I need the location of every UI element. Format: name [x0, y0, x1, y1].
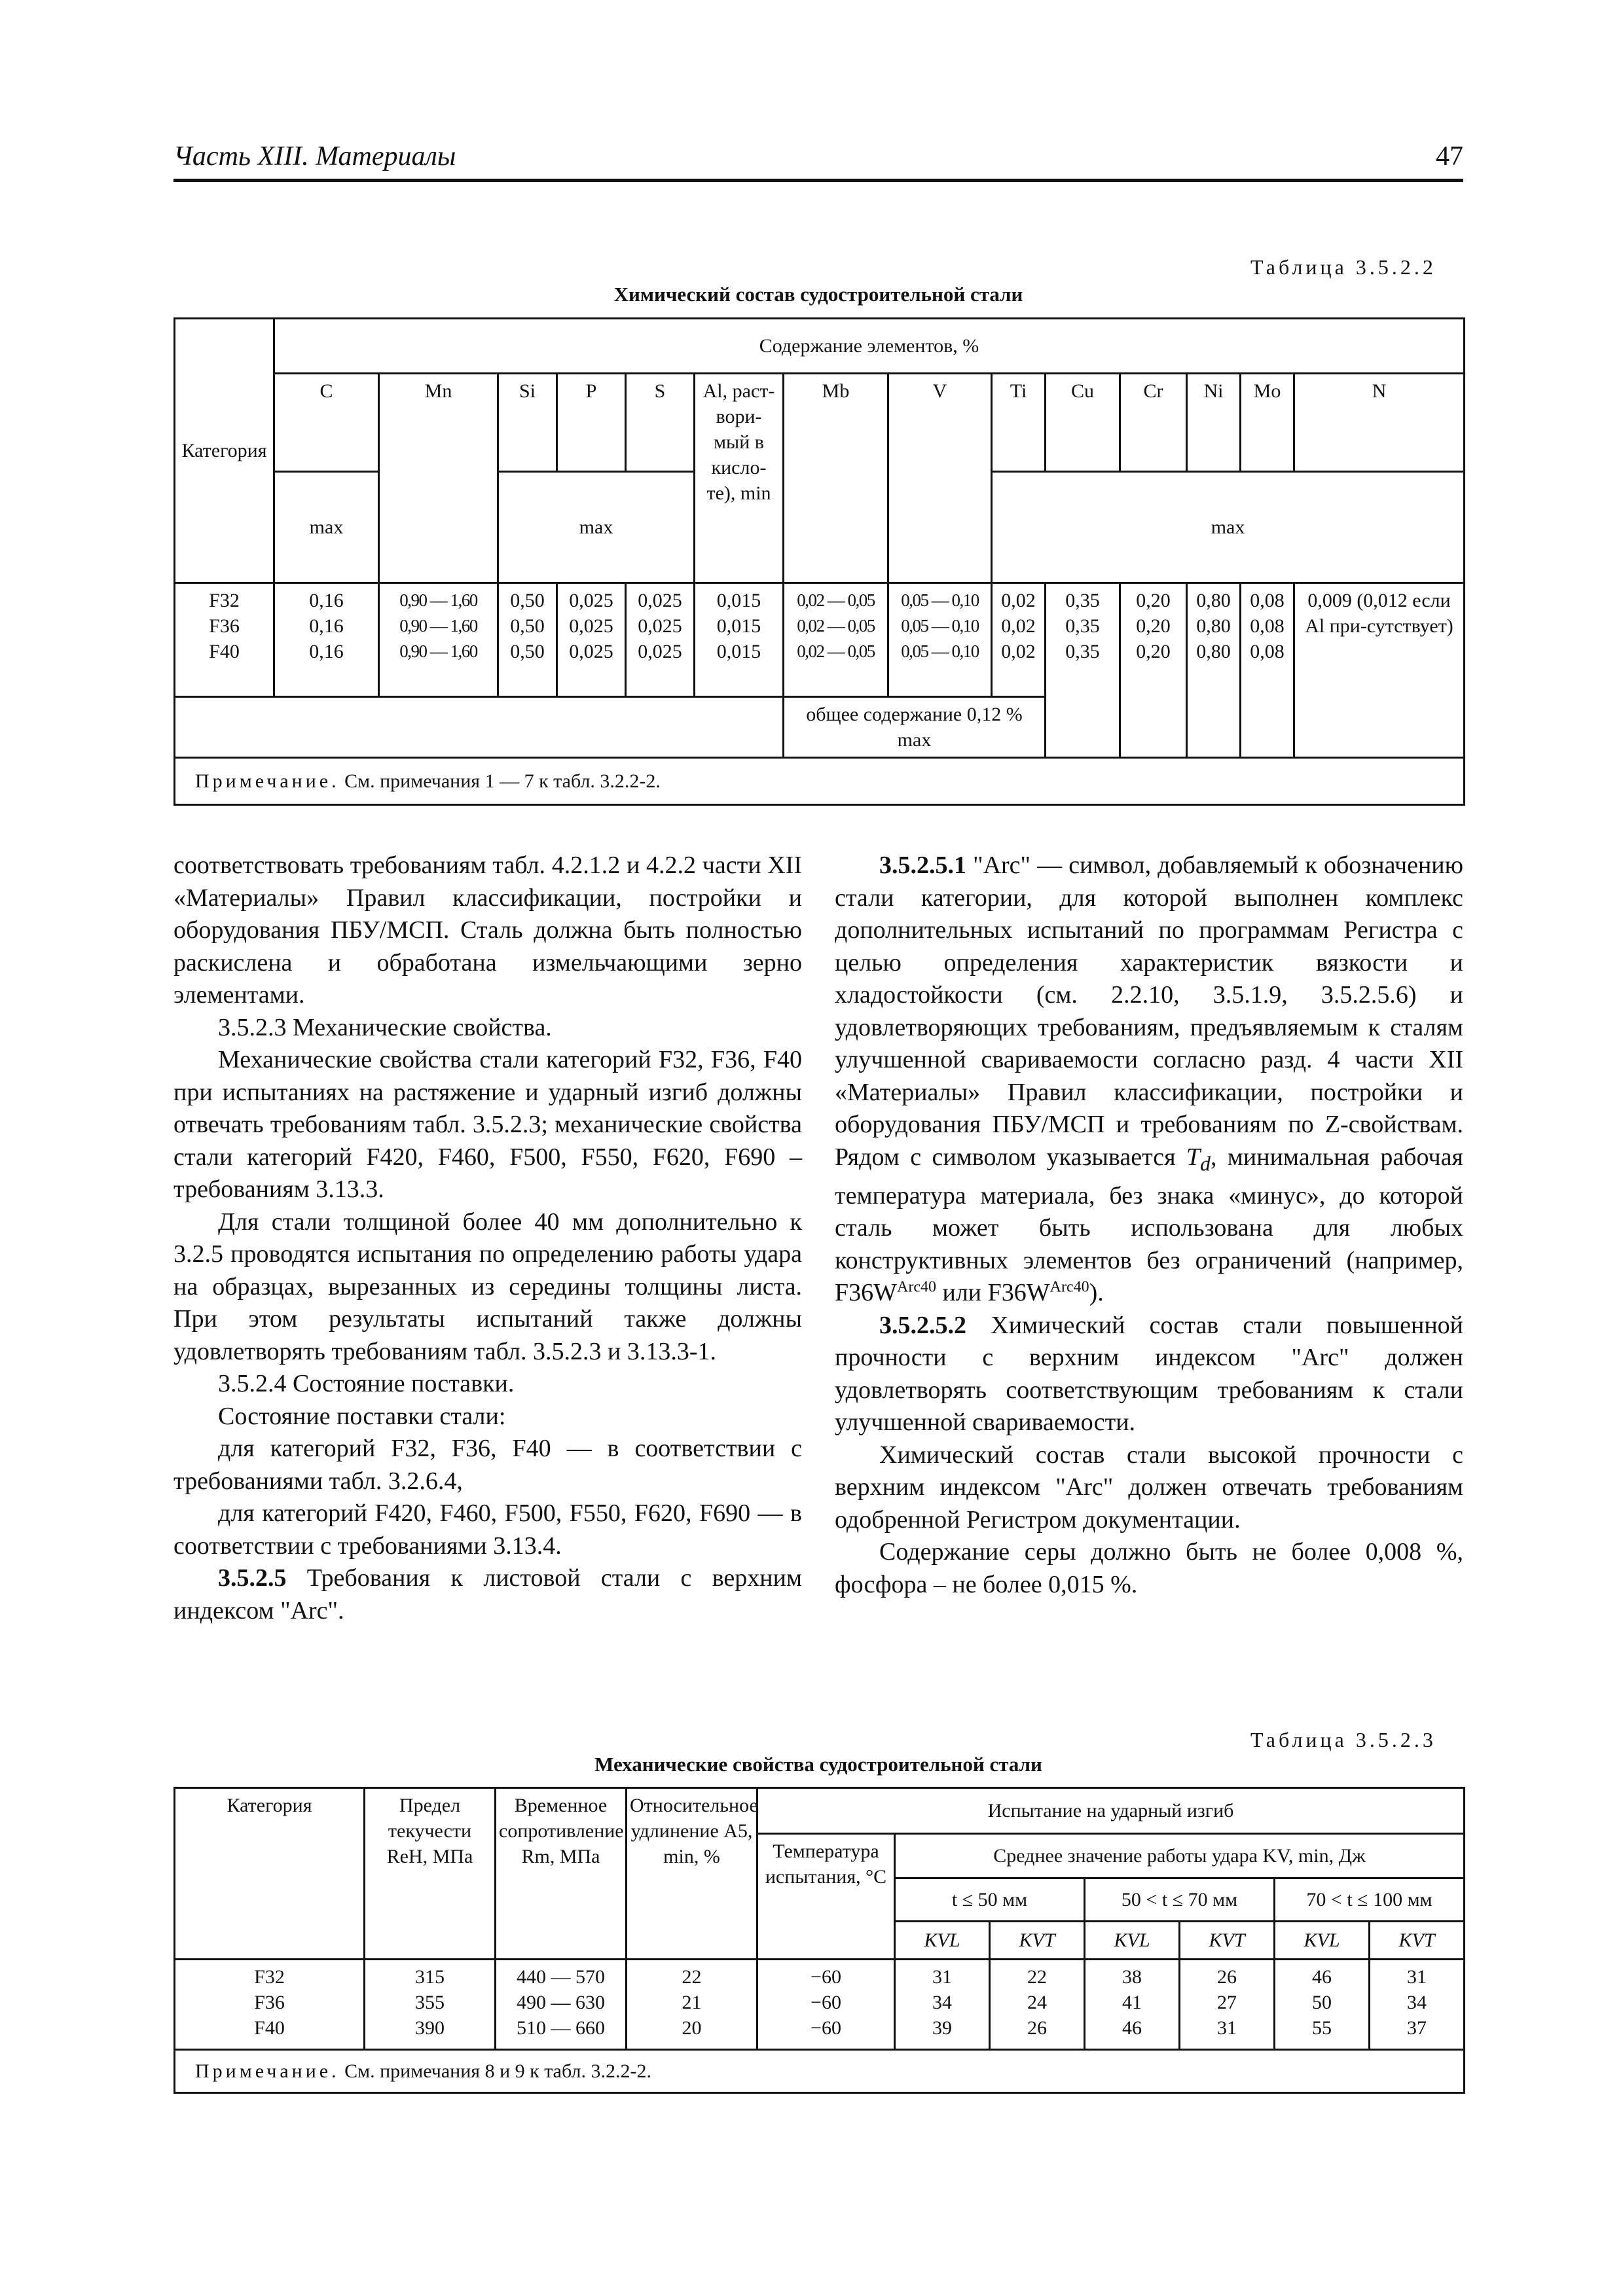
- col-al: Al, раст-вори-мый в кисло-те), min: [695, 374, 784, 583]
- col-mo: Mo: [1241, 374, 1294, 472]
- table1-note: Примечание. См. примечания 1 — 7 к табл. 3.2.2-2.: [175, 758, 1465, 805]
- s-cell: 0,025 0,025 0,025: [626, 583, 695, 697]
- col-mb: Mb: [784, 374, 888, 583]
- t2-range-3: 70 < t ≤ 100 мм: [1275, 1878, 1465, 1922]
- col-mn: Mn: [379, 374, 498, 583]
- lc-p1: соответствовать требованиям табл. 4.2.1.2 и 4.2.2 части XII «Материалы» Правил классификации, постройки и оборудования ПБУ/МСП. Сталь должна быть полностью раскислена и обработана измельчающими зерно элементами.: [173, 852, 802, 1009]
- max-sips: max: [498, 472, 695, 583]
- page-number: 47: [1436, 141, 1463, 171]
- t2-kvt-1: KVT: [990, 1922, 1085, 1960]
- ti-cell: 0,02 0,02 0,02: [992, 583, 1046, 697]
- t2-kv-header: Среднее значение работы удара KV, min, Дж: [895, 1834, 1465, 1878]
- cr-cell: 0,20 0,20 0,20: [1120, 583, 1187, 758]
- t2-range-2: 50 < t ≤ 70 мм: [1085, 1878, 1275, 1922]
- cu-cell: 0,35 0,35 0,35: [1046, 583, 1120, 758]
- table2-note: Примечание. См. примечания 8 и 9 к табл. 3.2.2-2.: [175, 2050, 1465, 2093]
- lc-p9: 3.5.2.5 Требования к листовой стали с верхним индексом "Arc".: [173, 1564, 803, 1624]
- rc-p3: Химический состав стали высокой прочности с верхним индексом "Arc" должен отвечать требованиям одобренной Регистром документации.: [835, 1441, 1463, 1534]
- right-text-column: [835, 850, 1463, 1601]
- t2-cat-cell: F32 F36 F40: [175, 1960, 365, 2050]
- col-s: S: [626, 374, 695, 472]
- content-header: Содержание элементов, %: [274, 319, 1465, 374]
- mo-cell: 0,08 0,08 0,08: [1241, 583, 1294, 758]
- lc-p7: для категорий F32, F36, F40 — в соответствии с требованиями табл. 3.2.6.4,: [173, 1435, 802, 1495]
- col-v: V: [888, 374, 992, 583]
- col-si: Si: [498, 374, 557, 472]
- max-ti-n: max: [992, 472, 1465, 583]
- col-p: P: [557, 374, 626, 472]
- table2-label: Таблица 3.5.2.3: [1250, 1728, 1436, 1751]
- lc-p2: 3.5.2.3 Механические свойства.: [218, 1013, 552, 1041]
- t2-kvt3-cell: 31 34 37: [1370, 1960, 1465, 2050]
- rc-p2: 3.5.2.5.2 Химический состав стали повышенной прочности с верхним индексом "Arc" должен удовлетворять соответствующим требованиям к стали улучшенной свариваемости.: [835, 1311, 1463, 1437]
- t2-yield-header: Предел текучести ReH, МПа: [365, 1788, 496, 1960]
- mechanical-properties-table: [173, 1787, 1465, 2094]
- n-cell: 0,009 (0,012 если Al при-сутствует): [1294, 583, 1465, 758]
- table1-label: Таблица 3.5.2.2: [1250, 255, 1436, 279]
- t2-kvt-3: KVT: [1370, 1922, 1465, 1960]
- table2-caption: Механические свойства судостроительной стали: [594, 1753, 1042, 1776]
- empty-lower-cell: [175, 697, 784, 758]
- t2-kvl2-cell: 38 41 46: [1085, 1960, 1180, 2050]
- lc-p3: Механические свойства стали категорий F32, F36, F40 при испытаниях на растяжение и ударный изгиб должны отвечать требованиям табл. 3.5.2.3; механические свойства стали категорий F420, F460, F500, F550, F620, F690 – требованиям 3.13.3.: [173, 1046, 802, 1203]
- table1-caption: Химический состав судостроительной стали: [613, 283, 1023, 306]
- p-cell: 0,025 0,025 0,025: [557, 583, 626, 697]
- lc-p8: для категорий F420, F460, F500, F550, F620, F690 — в соответствии с требованиями 3.13.4.: [173, 1499, 802, 1560]
- t2-kvl-1: KVL: [895, 1922, 990, 1960]
- col-ni: Ni: [1187, 374, 1241, 472]
- t2-yield-cell: 315 355 390: [365, 1960, 496, 2050]
- t2-elong-header: Относительное удлинение A5, min, %: [627, 1788, 757, 1960]
- category-header: Категория: [175, 319, 274, 583]
- ni-cell: 0,80 0,80 0,80: [1187, 583, 1241, 758]
- cat-cell: F32 F36 F40: [175, 583, 274, 697]
- si-cell: 0,50 0,50 0,50: [498, 583, 557, 697]
- t2-kvt-2: KVT: [1180, 1922, 1275, 1960]
- rc-p4: Содержание серы должно быть не более 0,008 %, фосфора – не более 0,015 %.: [835, 1538, 1463, 1598]
- rc-p1: 3.5.2.5.1 "Arc" — символ, добавляемый к обозначению стали категории, для которой выполнен комплекс дополнительных испытаний по программам Регистра с целью определения характеристик вязкости и хладостойкости (см. 2.2.10, 3.5.1.9, 3.5.2.5.6) и удовлетворяющих требованиям, предъявляемым к сталям улучшенной свариваемости согласно разд. 4 части XII «Материалы» Правил классификации, постройки и оборудования ПБУ/МСП и требованиям по Z-свойствам. Рядом с символом указывается $T_d$, минимальная рабочая температура материала, без знака «минус», до которой сталь может быть использована для любых конструктивных элементов без ограничений (например, $F36W^{Arc40}$ или $F36W^{Arc40}$).: [835, 852, 1464, 1307]
- part-title: Часть XIII. Материалы: [173, 141, 456, 171]
- t2-elong-cell: 22 21 20: [627, 1960, 757, 2050]
- t2-kvl-3: KVL: [1275, 1922, 1370, 1960]
- left-text-column: [173, 850, 802, 1627]
- t2-impact-header: Испытание на ударный изгиб: [757, 1788, 1465, 1834]
- col-cr: Cr: [1120, 374, 1187, 472]
- al-cell: 0,015 0,015 0,015: [695, 583, 784, 697]
- t2-range-1: t ≤ 50 мм: [895, 1878, 1085, 1922]
- header-rule: [173, 179, 1463, 182]
- c-cell: 0,16 0,16 0,16: [274, 583, 379, 697]
- col-ti: Ti: [992, 374, 1046, 472]
- t2-tensile-cell: 440 — 570 490 — 630 510 — 660: [496, 1960, 627, 2050]
- t2-kvl-2: KVL: [1085, 1922, 1180, 1960]
- t2-kvl3-cell: 46 50 55: [1275, 1960, 1370, 2050]
- chemical-composition-table: [173, 317, 1465, 806]
- t2-kvl1-cell: 31 34 39: [895, 1960, 990, 2050]
- mn-cell: 0,90 — 1,60 0,90 — 1,60 0,90 — 1,60: [379, 583, 498, 697]
- total-content-cell: общее содержание 0,12 % max: [784, 697, 1046, 758]
- t2-category-header: Категория: [175, 1788, 365, 1960]
- col-cu: Cu: [1046, 374, 1120, 472]
- mb-cell: 0,02 — 0,05 0,02 — 0,05 0,02 — 0,05: [784, 583, 888, 697]
- page-header: [173, 141, 1463, 180]
- max-c: max: [274, 472, 379, 583]
- v-cell: 0,05 — 0,10 0,05 — 0,10 0,05 — 0,10: [888, 583, 992, 697]
- t2-tensile-header: Временное сопротивление Rm, МПа: [496, 1788, 627, 1960]
- col-n: N: [1294, 374, 1465, 472]
- t2-temp-cell: −60 −60 −60: [757, 1960, 895, 2050]
- lc-p5: 3.5.2.4 Состояние поставки.: [218, 1370, 515, 1397]
- col-c: C: [274, 374, 379, 472]
- lc-p4: Для стали толщиной более 40 мм дополнительно к 3.2.5 проводятся испытания по определению работы удара на образцах, вырезанных из середины толщины листа. При этом результаты испытаний также должны удовлетворять требованиям табл. 3.5.2.3 и 3.13.3-1.: [173, 1208, 802, 1365]
- t2-kvt2-cell: 26 27 31: [1180, 1960, 1275, 2050]
- t2-temp-header: Температура испытания, °С: [757, 1834, 895, 1960]
- t2-kvt1-cell: 22 24 26: [990, 1960, 1085, 2050]
- lc-p6: Состояние поставки стали:: [218, 1402, 506, 1430]
